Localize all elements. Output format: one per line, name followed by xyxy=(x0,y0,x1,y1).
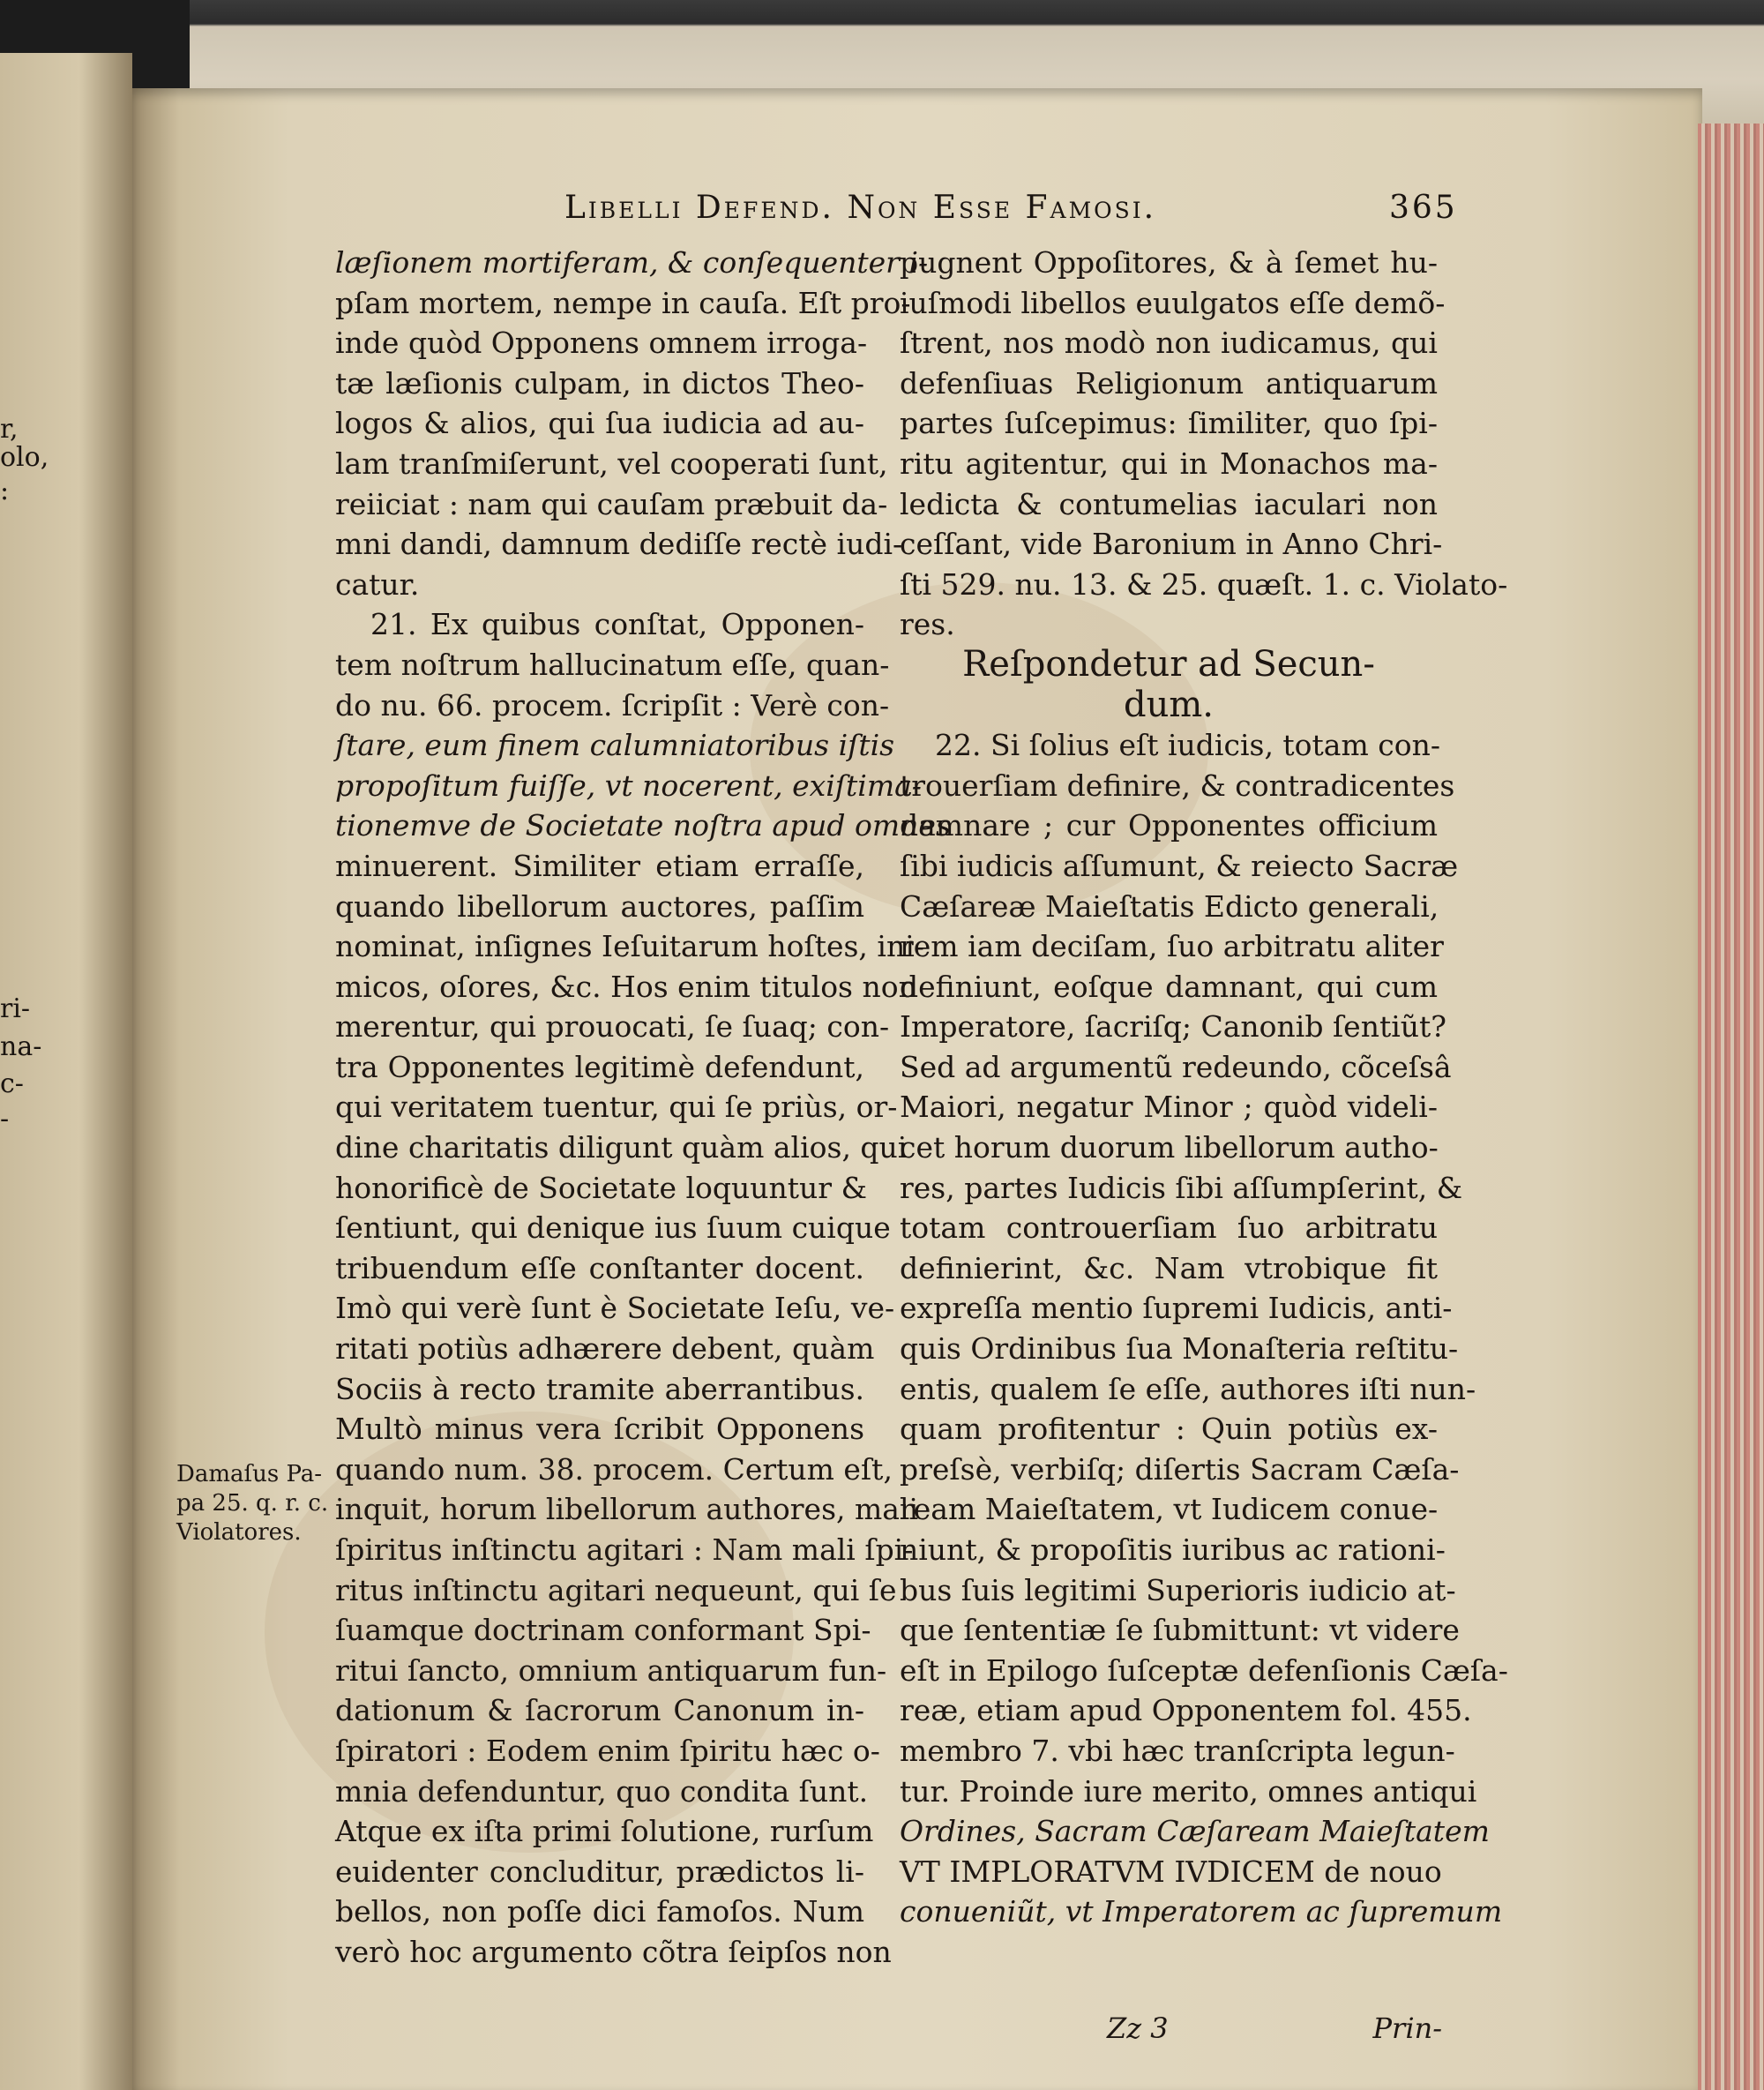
right-column-line: cet horum duorum libellorum autho- xyxy=(900,1130,1439,1165)
left-column-line: ritati potiùs adhærere debent, quàm xyxy=(335,1331,875,1367)
right-column-line: Ordines, Sacram Cæſaream Maieſtatem xyxy=(900,1814,1490,1849)
right-column-line: partes ſuſcepimus: ſimiliter, quo ſpi- xyxy=(900,406,1438,441)
left-column-line: minuerent. Similiter etiam erraſſe, xyxy=(335,848,864,883)
right-column-line: ſibi iudicis aſſumunt, & reiecto Sacræ xyxy=(900,848,1459,883)
marginal-note-line: Violatores. xyxy=(176,1519,302,1546)
right-column-line: res, partes Iudicis ſibi aſſumpſerint, & xyxy=(900,1170,1463,1205)
page-stack-edge xyxy=(1698,124,1764,2090)
right-column-line: entis, qualem ſe eſſe, authores iſti nun- xyxy=(900,1371,1476,1406)
marginal-note-line: pa 25. q. r. c. xyxy=(176,1490,329,1517)
left-column-line: quando libellorum auctores, paſſim xyxy=(335,888,864,924)
left-column-line: dine charitatis diligunt quàm alios, qui xyxy=(335,1130,908,1165)
left-column-line: catur. xyxy=(335,566,420,602)
right-column-line: res. xyxy=(900,607,955,642)
right-column-line: totam controuerſiam ſuo arbitratu xyxy=(900,1210,1438,1246)
right-column-line: Reſpondetur ad Secun- xyxy=(962,643,1375,685)
left-column-line: reiiciat : nam qui cauſam præbuit da- xyxy=(335,486,888,521)
left-column-line: mni dandi, damnum dediſſe rectè iudi- xyxy=(335,527,903,562)
left-text-column xyxy=(335,243,951,1973)
left-column-line: inde quòd Opponens omnem irroga- xyxy=(335,326,868,361)
right-column-line: quis Ordinibus ſua Monaſteria reſtitu- xyxy=(900,1331,1459,1367)
left-column-line: do nu. 66. procem. ſcripſit : Verè con- xyxy=(335,687,890,723)
right-column-line: ledicta & contumelias iaculari non xyxy=(900,486,1438,521)
left-column-line: ſentiunt, qui denique ius ſuum cuique xyxy=(335,1210,891,1246)
right-column-line: ream Maieſtatem, vt Iudicem conue- xyxy=(900,1492,1439,1527)
facing-page-fragment: olo, xyxy=(0,442,49,473)
page-header xyxy=(564,190,1458,234)
right-column-line: ceſſant, vide Baronium in Anno Chri- xyxy=(900,527,1443,562)
left-column-line: tribuendum eſſe conſtanter docent. xyxy=(335,1250,864,1285)
right-column-line: pugnent Oppoſitores, & à ſemet hu- xyxy=(900,245,1438,280)
left-column-line: tionemve de Societate noſtra apud omnes xyxy=(335,808,951,843)
left-column-line: 21. Ex quibus conſtat, Opponen- xyxy=(370,607,864,642)
left-column-line: ſpiritus inſtinctu agitari : Nam mali ſpi- xyxy=(335,1532,914,1567)
right-column-line: preſsè, verbiſq; diſertis Sacram Cæſa- xyxy=(900,1451,1460,1487)
right-column-line: damnare ; cur Opponentes officium xyxy=(900,808,1438,843)
left-column-line: nominat, inſignes Ieſuitarum hoſtes, ini- xyxy=(335,929,924,964)
signature-mark: Zz 3 xyxy=(1107,2011,1169,2045)
right-column-line: conueniũt, vt Imperatorem ac ſupremum xyxy=(900,1894,1503,1929)
right-column-line: ſtrent, nos modò non iudicamus, qui xyxy=(900,326,1438,361)
right-column-line: eſt in Epilogo ſuſceptæ defenſionis Cæſa- xyxy=(900,1652,1508,1688)
left-column-line: inquit, horum libellorum authores, mali xyxy=(335,1492,919,1527)
facing-page-fragment: - xyxy=(0,1104,10,1135)
right-column-line: Maiori, negatur Minor ; quòd videli- xyxy=(900,1090,1438,1125)
facing-page-fragment: r, xyxy=(0,414,19,445)
right-column-line: membro 7. vbi hæc tranſcripta legun- xyxy=(900,1733,1455,1768)
right-text-column xyxy=(900,243,1508,1932)
left-column-line: quando num. 38. procem. Certum eſt, xyxy=(335,1451,893,1487)
left-column-line: merentur, qui prouocati, ſe ſuaq; con- xyxy=(335,1009,890,1045)
left-column-line: micos, oſores, &c. Hos enim titulos non xyxy=(335,969,917,1004)
left-column-line: Imò qui verè ſunt è Societate Ieſu, ve- xyxy=(335,1291,895,1326)
right-column-line: iuſmodi libellos euulgatos eſſe demõ- xyxy=(900,285,1446,320)
left-column-line: lam tranſmiſerunt, vel cooperati ſunt, xyxy=(335,446,888,481)
right-column-line: trouerſiam definire, & contradicentes xyxy=(900,768,1455,803)
left-column-line: tra Opponentes legitimè defendunt, xyxy=(335,1049,864,1084)
right-column-line: Imperatore, ſacriſq; Canonib ſentiũt? xyxy=(900,1009,1446,1045)
left-column-line: ritus inſtinctu agitari nequeunt, qui ſe xyxy=(335,1572,897,1607)
right-column-line: rem iam deciſam, ſuo arbitratu aliter xyxy=(900,929,1444,964)
left-column-line: Multò minus vera ſcribit Opponens xyxy=(335,1412,864,1447)
left-column-line: Atque ex iſta primi ſolutione, rurſum xyxy=(335,1814,874,1849)
left-column-line: verò hoc argumento cõtra ſeipſos non xyxy=(335,1934,892,1969)
left-column-line: logos & alios, qui ſua iudicia ad au- xyxy=(335,406,864,441)
marginal-note-line: Damaſus Pa- xyxy=(176,1461,323,1487)
right-column-line: tur. Proinde iure merito, omnes antiqui xyxy=(900,1773,1477,1809)
left-column-line: Sociis à recto tramite aberrantibus. xyxy=(335,1371,864,1406)
right-column-line: Sed ad argumentũ redeundo, cõceſsâ xyxy=(900,1049,1452,1084)
left-column-line: bellos, non poſſe dici famoſos. Num xyxy=(335,1894,864,1929)
page-footer xyxy=(1107,2011,1442,2056)
left-column-line: dationum & ſacrorum Canonum in- xyxy=(335,1693,864,1728)
facing-page-fragment: na- xyxy=(0,1031,42,1062)
left-column-line: læſionem mortiferam, & conſequenter i- xyxy=(335,245,929,280)
left-column-line: honorificè de Societate loquuntur & xyxy=(335,1170,867,1205)
left-column-line: ſuamque doctrinam conformant Spi- xyxy=(335,1613,871,1648)
right-column-line: definierint, &c. Nam vtrobique fit xyxy=(900,1250,1438,1285)
left-column-line: mnia defenduntur, quo condita ſunt. xyxy=(335,1773,869,1809)
facing-page-edge xyxy=(0,53,132,2090)
left-column-line: pſam mortem, nempe in cauſa. Eſt pro- xyxy=(335,285,911,320)
page-number: 365 xyxy=(1389,190,1458,226)
right-column-line: definiunt, eoſque damnant, qui cum xyxy=(900,969,1438,1004)
right-column-line: bus ſuis legitimi Superioris iudicio at- xyxy=(900,1572,1456,1607)
facing-page-fragment: ri- xyxy=(0,993,31,1024)
right-column-line: VT IMPLORATVM IVDICEM de nouo xyxy=(900,1854,1442,1889)
right-column-line: dum. xyxy=(1123,684,1214,725)
right-column-line: que ſententiæ ſe ſubmittunt: vt videre xyxy=(900,1613,1460,1648)
left-column-line: euidenter concluditur, prædictos li- xyxy=(335,1854,864,1889)
right-column-line: ritu agitentur, qui in Monachos ma- xyxy=(900,446,1438,481)
right-column-line: Cæſareæ Maieſtatis Edicto generali, xyxy=(900,888,1439,924)
running-title: Libelli Defend. Non Esse Famosi. xyxy=(564,190,1157,226)
left-column-line: ritui ſancto, omnium antiquarum fun- xyxy=(335,1652,887,1688)
left-column-line: tæ læſionis culpam, in dictos Theo- xyxy=(335,365,864,401)
facing-page-fragment: c- xyxy=(0,1068,24,1099)
right-column-line: expreſſa mentio ſupremi Iudicis, anti- xyxy=(900,1291,1453,1326)
right-column-line: quam profitentur : Quin potiùs ex- xyxy=(900,1412,1438,1447)
marginal-note xyxy=(176,1460,331,1547)
left-column-line: ſtare, eum finem calumniatoribus iſtis xyxy=(335,728,895,763)
left-column-line: propoſitum fuiſſe, vt nocerent, exiſtima- xyxy=(335,768,922,803)
right-column-line: niunt, & propoſitis iuribus ac rationi- xyxy=(900,1532,1446,1567)
right-column-line: 22. Si ſolius eſt iudicis, totam con- xyxy=(935,728,1441,763)
facing-page-fragment: : xyxy=(0,476,10,506)
right-column-line: defenſiuas Religionum antiquarum xyxy=(900,365,1438,401)
left-column-line: tem noſtrum hallucinatum eſſe, quan- xyxy=(335,647,890,682)
right-column-line: reæ, etiam apud Opponentem fol. 455. xyxy=(900,1693,1472,1728)
left-column-line: ſpiratori : Eodem enim ſpiritu hæc o- xyxy=(335,1733,880,1768)
catchword: Prin- xyxy=(1372,2011,1442,2045)
right-column-line: ſti 529. nu. 13. & 25. quæſt. 1. c. Violato- xyxy=(900,566,1508,602)
left-column-line: qui veritatem tuentur, qui ſe priùs, or- xyxy=(335,1090,898,1125)
